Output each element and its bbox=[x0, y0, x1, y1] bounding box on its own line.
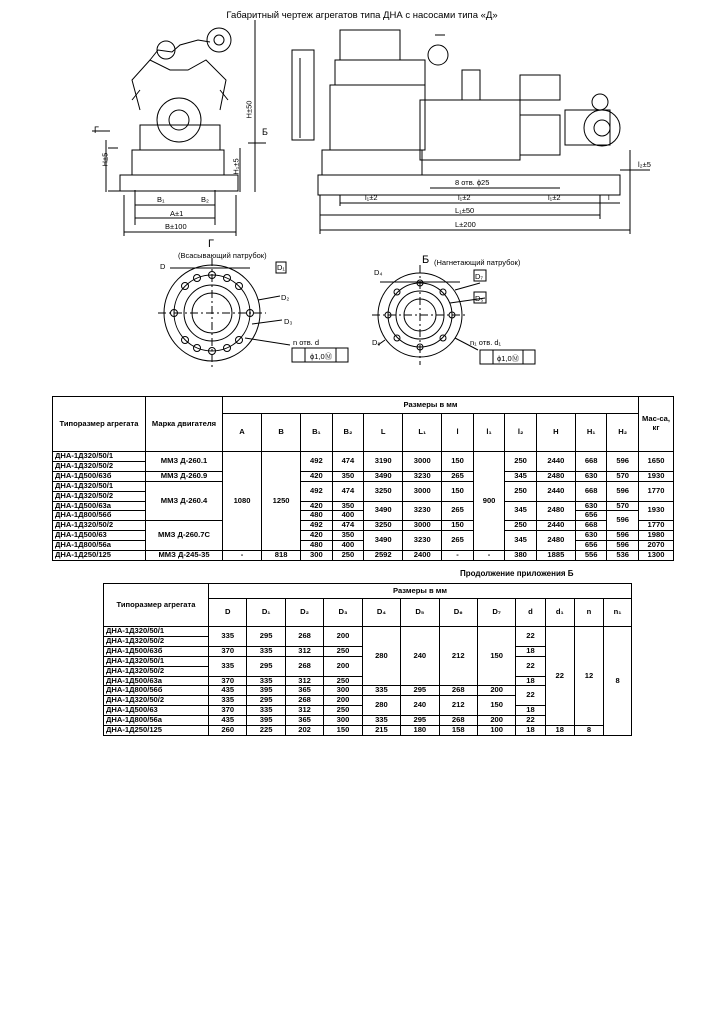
cell-H2: 596 bbox=[607, 541, 639, 551]
cell-H2: 596 bbox=[607, 452, 639, 472]
cell-D: 370 bbox=[209, 676, 247, 686]
col-D3: D₃ bbox=[324, 599, 362, 627]
drawing-title: Габаритный чертеж агрегатов типа ДНА с насосами типа «Д» bbox=[226, 10, 498, 21]
cell-D6: 158 bbox=[439, 726, 477, 736]
cell-D: 370 bbox=[209, 706, 247, 716]
cell-l: 265 bbox=[442, 501, 474, 521]
holes-n: n отв. d bbox=[293, 338, 320, 347]
cell-D1: 295 bbox=[247, 696, 285, 706]
cell-H1: 630 bbox=[575, 501, 607, 511]
continuation-label: Продолжение приложения Б bbox=[460, 569, 574, 578]
cell-l: 150 bbox=[442, 521, 474, 531]
table-row-type: ДНА-1Д320/50/2 bbox=[53, 491, 146, 501]
cell-mass: 2070 bbox=[639, 541, 674, 551]
cell-B1: 420 bbox=[301, 501, 333, 511]
col-D2: D₂ bbox=[285, 599, 323, 627]
dim-h1: H₁±5 bbox=[231, 158, 241, 175]
cell-L1: 3230 bbox=[403, 501, 442, 521]
engine-cell: ММЗ Д-260.1 bbox=[146, 452, 223, 472]
cell-d: 18 bbox=[516, 646, 545, 656]
col-B2: B₂ bbox=[332, 414, 364, 452]
dim-a: A±1 bbox=[170, 209, 184, 218]
cell-D5: 295 bbox=[401, 716, 439, 726]
cell-H1: 630 bbox=[575, 471, 607, 481]
cell-d1: 18 bbox=[545, 726, 574, 736]
cell-D3: 200 bbox=[324, 656, 362, 676]
cell-H1: 668 bbox=[575, 452, 607, 472]
cell-d: 22 bbox=[516, 627, 545, 647]
dim-D7: D₇ bbox=[475, 272, 483, 281]
view-g-title: Г bbox=[208, 238, 214, 250]
col-H: H bbox=[536, 414, 575, 452]
cell-B2: 400 bbox=[332, 511, 364, 521]
cell-B1: 420 bbox=[301, 531, 333, 541]
cell-D5: 180 bbox=[401, 726, 439, 736]
engine-cell: ММЗ Д-260.4 bbox=[146, 481, 223, 521]
col-mass: Мас-са, кг bbox=[639, 397, 674, 452]
cell-D3: 300 bbox=[324, 716, 362, 726]
dim-l: l bbox=[608, 193, 610, 202]
cell-D5: 295 bbox=[401, 686, 439, 696]
dim-h5: H±5 bbox=[100, 152, 110, 167]
cell-L1: 2400 bbox=[403, 551, 442, 561]
cell-B2: 350 bbox=[332, 501, 364, 511]
cell-d: 18 bbox=[516, 726, 545, 736]
specs-table-main bbox=[52, 396, 674, 561]
table-row-type: ДНА-1Д320/50/2 bbox=[104, 636, 209, 646]
cell-d: 22 bbox=[516, 716, 545, 726]
table-row-type: ДНА-1Д500/63 bbox=[53, 531, 146, 541]
cell-H2: 596 bbox=[607, 531, 639, 541]
col-type: Типоразмер агрегата bbox=[53, 397, 146, 452]
engine-cell: ММЗ Д-260.9 bbox=[146, 471, 223, 481]
table-row-type: ДНА-1Д800/56а bbox=[104, 716, 209, 726]
cell-B1: 492 bbox=[301, 521, 333, 531]
table-row-type: ДНА-1Д320/50/1 bbox=[53, 481, 146, 491]
cell-D1: 335 bbox=[247, 646, 285, 656]
cell-H1: 630 bbox=[575, 531, 607, 541]
cell-D6: 268 bbox=[439, 716, 477, 726]
cell-D2: 312 bbox=[285, 646, 323, 656]
engine-cell: ММЗ Д-245-35 bbox=[146, 551, 223, 561]
cell-D4: 280 bbox=[362, 627, 400, 686]
cell-l2: 250 bbox=[505, 481, 537, 501]
col-D6: D₆ bbox=[439, 599, 477, 627]
cell-D7: 150 bbox=[477, 627, 515, 686]
cell-D2: 268 bbox=[285, 696, 323, 706]
cell-D1: 335 bbox=[247, 676, 285, 686]
cell-D7: 150 bbox=[477, 696, 515, 716]
cell-H2: 536 bbox=[607, 551, 639, 561]
cell-d: 18 bbox=[516, 706, 545, 716]
cell-D1: 395 bbox=[247, 686, 285, 696]
label-g: Г bbox=[94, 125, 99, 135]
dim-l1a: l₁±2 bbox=[365, 193, 378, 202]
cell-l: - bbox=[442, 551, 474, 561]
cell-d: 22 bbox=[516, 656, 545, 676]
cell-B1: 492 bbox=[301, 452, 333, 472]
cell-B2: 474 bbox=[332, 521, 364, 531]
cell-H1: 656 bbox=[575, 511, 607, 521]
cell-B2: 250 bbox=[332, 551, 364, 561]
dim-D2: D₂ bbox=[281, 293, 290, 302]
cell-B2: 474 bbox=[332, 481, 364, 501]
col-D7: D₇ bbox=[477, 599, 515, 627]
cell-n: 12 bbox=[574, 627, 603, 726]
cell-B2: 350 bbox=[332, 531, 364, 541]
cell-mass: 1770 bbox=[639, 521, 674, 531]
col-l2: l₂ bbox=[505, 414, 537, 452]
table-row-type: ДНА-1Д500/63 bbox=[104, 706, 209, 716]
cell-H: 2440 bbox=[536, 452, 575, 472]
technical-drawing bbox=[0, 0, 724, 380]
view-b-title: Б bbox=[422, 254, 430, 266]
cell-D: 435 bbox=[209, 716, 247, 726]
cell-B1: 480 bbox=[301, 511, 333, 521]
cell-l2: 345 bbox=[505, 471, 537, 481]
table-row-type: ДНА-1Д320/50/2 bbox=[104, 666, 209, 676]
cell-l: 265 bbox=[442, 531, 474, 551]
cell-H2: 596 bbox=[607, 511, 639, 531]
table-row-type: ДНА-1Д800/56б bbox=[53, 511, 146, 521]
cell-H1: 668 bbox=[575, 521, 607, 531]
cell-H: 2480 bbox=[536, 471, 575, 481]
cell-l2: 345 bbox=[505, 531, 537, 551]
cell-D7: 100 bbox=[477, 726, 515, 736]
cell-H1: 656 bbox=[575, 541, 607, 551]
cell-H: 1885 bbox=[536, 551, 575, 561]
tolerance-g: ϕ1,0Ⓜ bbox=[310, 352, 333, 361]
dim-l1c: l₁±2 bbox=[548, 193, 561, 202]
cell-D2: 312 bbox=[285, 706, 323, 716]
cell-L1: 3230 bbox=[403, 471, 442, 481]
table-row-type: ДНА-1Д500/63б bbox=[53, 471, 146, 481]
dim-b1: B₁ bbox=[157, 195, 165, 204]
col-d: d bbox=[516, 599, 545, 627]
dim-b: B±100 bbox=[165, 222, 187, 231]
cell-B2: 474 bbox=[332, 452, 364, 472]
specs-table-flanges bbox=[103, 583, 632, 736]
col-D4: D₄ bbox=[362, 599, 400, 627]
cell-L: 3190 bbox=[364, 452, 403, 472]
cell-D3: 250 bbox=[324, 676, 362, 686]
cell-d1: 22 bbox=[545, 627, 574, 726]
cell-n1: 8 bbox=[604, 627, 632, 736]
cell-B1: 420 bbox=[301, 471, 333, 481]
cell-B: 818 bbox=[262, 551, 301, 561]
col-dims: Размеры в мм bbox=[209, 584, 632, 599]
cell-D5: 240 bbox=[401, 696, 439, 716]
dim-h50: H±50 bbox=[244, 100, 254, 119]
cell-D4: 280 bbox=[362, 696, 400, 716]
col-engine: Марка двигателя bbox=[146, 397, 223, 452]
cell-l2: 250 bbox=[505, 521, 537, 531]
col-L: L bbox=[364, 414, 403, 452]
cell-D6: 268 bbox=[439, 686, 477, 696]
cell-l1: 900 bbox=[473, 452, 505, 551]
cell-D6: 212 bbox=[439, 696, 477, 716]
table-row-type: ДНА-1Д320/50/2 bbox=[53, 521, 146, 531]
cell-D4: 335 bbox=[362, 686, 400, 696]
table-row-type: ДНА-1Д320/50/2 bbox=[53, 461, 146, 471]
cell-D3: 200 bbox=[324, 696, 362, 706]
col-l: l bbox=[442, 414, 474, 452]
cell-A: - bbox=[223, 551, 262, 561]
label-b: Б bbox=[262, 127, 268, 137]
table-row-type: ДНА-1Д800/56б bbox=[104, 686, 209, 696]
col-D1: D₁ bbox=[247, 599, 285, 627]
cell-D: 335 bbox=[209, 696, 247, 706]
cell-L1: 3000 bbox=[403, 452, 442, 472]
suction-caption: (Всасывающий патрубок) bbox=[178, 251, 267, 260]
cell-B2: 400 bbox=[332, 541, 364, 551]
cell-D2: 268 bbox=[285, 627, 323, 647]
cell-D4: 335 bbox=[362, 716, 400, 726]
cell-d: 22 bbox=[516, 686, 545, 706]
cell-D2: 202 bbox=[285, 726, 323, 736]
cell-B1: 492 bbox=[301, 481, 333, 501]
dim-D3: D₃ bbox=[284, 317, 293, 326]
col-H1: H₁ bbox=[575, 414, 607, 452]
dim-D6: D₆ bbox=[372, 338, 381, 347]
cell-H: 2480 bbox=[536, 531, 575, 551]
cell-L: 3250 bbox=[364, 521, 403, 531]
cell-l2: 250 bbox=[505, 452, 537, 472]
cell-mass: 1930 bbox=[639, 501, 674, 521]
dim-D4: D₄ bbox=[374, 268, 383, 277]
col-D5: D₅ bbox=[401, 599, 439, 627]
cell-D: 335 bbox=[209, 656, 247, 676]
cell-l: 150 bbox=[442, 481, 474, 501]
holes-n1: n₁ отв. d₁ bbox=[470, 338, 502, 347]
cell-D3: 300 bbox=[324, 686, 362, 696]
cell-D3: 250 bbox=[324, 706, 362, 716]
cell-mass: 1930 bbox=[639, 471, 674, 481]
cell-D: 370 bbox=[209, 646, 247, 656]
table-row-type: ДНА-1Д320/50/1 bbox=[53, 452, 146, 462]
cell-l: 150 bbox=[442, 452, 474, 472]
col-type: Типоразмер агрегата bbox=[104, 584, 209, 627]
cell-D: 435 bbox=[209, 686, 247, 696]
cell-L: 2592 bbox=[364, 551, 403, 561]
cell-A: 1080 bbox=[223, 452, 262, 551]
cell-L1: 3230 bbox=[403, 531, 442, 551]
cell-D1: 335 bbox=[247, 706, 285, 716]
cell-l: 265 bbox=[442, 471, 474, 481]
cell-D: 260 bbox=[209, 726, 247, 736]
cell-mass: 1770 bbox=[639, 481, 674, 501]
front-view bbox=[92, 20, 266, 236]
col-l1: l₁ bbox=[473, 414, 505, 452]
cell-D3: 250 bbox=[324, 646, 362, 656]
cell-D2: 365 bbox=[285, 686, 323, 696]
cell-B1: 480 bbox=[301, 541, 333, 551]
dim-D5: D₅ bbox=[475, 294, 484, 303]
col-H2: H₂ bbox=[607, 414, 639, 452]
dim-L: L±200 bbox=[455, 220, 476, 229]
col-dims: Размеры в мм bbox=[223, 397, 639, 414]
dim-l1b: l₁±2 bbox=[458, 193, 471, 202]
col-B: B bbox=[262, 414, 301, 452]
dim-D: D bbox=[160, 262, 166, 271]
cell-mass: 1980 bbox=[639, 531, 674, 541]
cell-L1: 3000 bbox=[403, 481, 442, 501]
table-row-type: ДНА-1Д320/50/1 bbox=[104, 656, 209, 666]
cell-D7: 200 bbox=[477, 716, 515, 726]
cell-H: 2440 bbox=[536, 521, 575, 531]
cell-D1: 295 bbox=[247, 627, 285, 647]
discharge-flange bbox=[372, 265, 535, 365]
cell-mass: 1650 bbox=[639, 452, 674, 472]
col-B1: B₁ bbox=[301, 414, 333, 452]
cell-H: 2440 bbox=[536, 481, 575, 501]
table-row-type: ДНА-1Д800/56а bbox=[53, 541, 146, 551]
engine-cell: ММЗ Д-260.7С bbox=[146, 521, 223, 551]
col-n1: n₁ bbox=[604, 599, 632, 627]
cell-H: 2480 bbox=[536, 501, 575, 521]
cell-D2: 268 bbox=[285, 656, 323, 676]
cell-n: 8 bbox=[574, 726, 603, 736]
cell-l2: 380 bbox=[505, 551, 537, 561]
cell-D: 335 bbox=[209, 627, 247, 647]
dim-L1: L₁±50 bbox=[455, 206, 475, 215]
cell-L: 3490 bbox=[364, 501, 403, 521]
cell-H2: 596 bbox=[607, 481, 639, 501]
cell-D6: 212 bbox=[439, 627, 477, 686]
cell-l2: 345 bbox=[505, 501, 537, 521]
cell-D1: 395 bbox=[247, 716, 285, 726]
cell-D1: 295 bbox=[247, 656, 285, 676]
dim-l2: l₂±5 bbox=[638, 160, 651, 169]
cell-l1: - bbox=[473, 551, 505, 561]
discharge-caption: (Нагнетающий патрубок) bbox=[434, 258, 521, 267]
col-D: D bbox=[209, 599, 247, 627]
cell-B1: 300 bbox=[301, 551, 333, 561]
dim-b2: B₂ bbox=[201, 195, 209, 204]
cell-B: 1250 bbox=[262, 452, 301, 551]
dim-holes: 8 отв. ϕ25 bbox=[455, 178, 490, 187]
table-row-type: ДНА-1Д500/63а bbox=[53, 501, 146, 511]
side-view bbox=[292, 30, 650, 234]
cell-mass: 1300 bbox=[639, 551, 674, 561]
table-row-type: ДНА-1Д320/50/2 bbox=[104, 696, 209, 706]
cell-H1: 556 bbox=[575, 551, 607, 561]
cell-L1: 3000 bbox=[403, 521, 442, 531]
cell-D2: 312 bbox=[285, 676, 323, 686]
col-A: A bbox=[223, 414, 262, 452]
tolerance-b: ϕ1,0Ⓜ bbox=[497, 354, 520, 363]
cell-D5: 240 bbox=[401, 627, 439, 686]
table-row-type: ДНА-1Д250/125 bbox=[104, 726, 209, 736]
cell-H2: 570 bbox=[607, 501, 639, 511]
table-row-type: ДНА-1Д250/125 bbox=[53, 551, 146, 561]
cell-D3: 200 bbox=[324, 627, 362, 647]
col-n: n bbox=[574, 599, 603, 627]
cell-L: 3250 bbox=[364, 481, 403, 501]
cell-D1: 225 bbox=[247, 726, 285, 736]
col-L1: L₁ bbox=[403, 414, 442, 452]
col-d1: d₁ bbox=[545, 599, 574, 627]
cell-D7: 200 bbox=[477, 686, 515, 696]
table-row-type: ДНА-1Д500/63б bbox=[104, 646, 209, 656]
cell-D2: 365 bbox=[285, 716, 323, 726]
cell-H2: 570 bbox=[607, 471, 639, 481]
cell-B2: 350 bbox=[332, 471, 364, 481]
cell-L: 3490 bbox=[364, 471, 403, 481]
table-row-type: ДНА-1Д500/63а bbox=[104, 676, 209, 686]
cell-H1: 668 bbox=[575, 481, 607, 501]
dim-D1: D₁ bbox=[277, 263, 285, 272]
cell-L: 3490 bbox=[364, 531, 403, 551]
cell-D4: 215 bbox=[362, 726, 400, 736]
cell-D3: 150 bbox=[324, 726, 362, 736]
table-row-type: ДНА-1Д320/50/1 bbox=[104, 627, 209, 637]
cell-d: 18 bbox=[516, 676, 545, 686]
